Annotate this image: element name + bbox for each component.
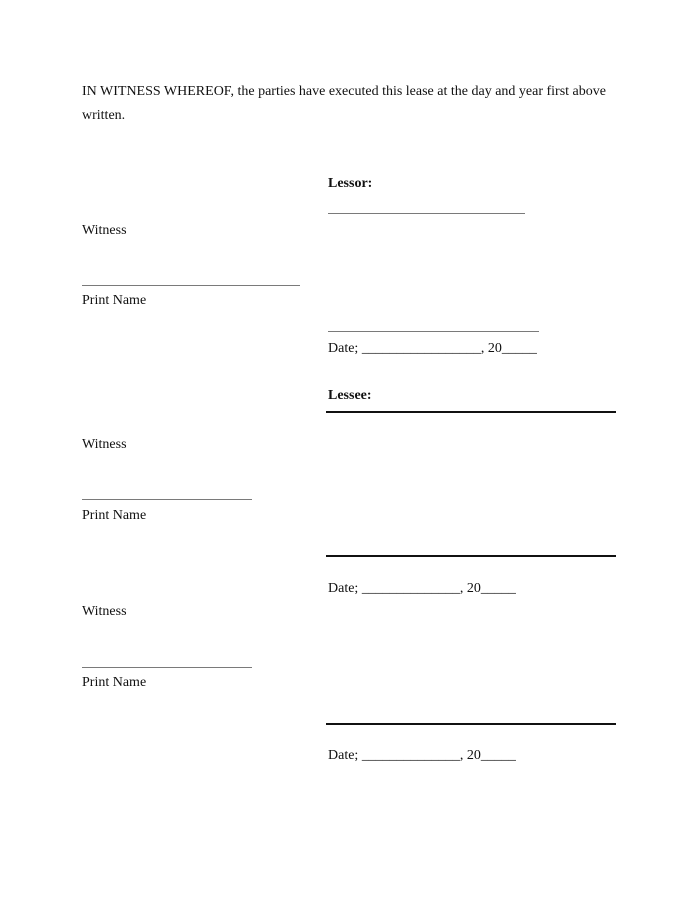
print-name-label-1: Print Name: [82, 293, 147, 308]
lessor-signature-line[interactable]: [328, 213, 525, 214]
intro-paragraph: IN WITNESS WHEREOF, the parties have executed this lease at the day and year first above written.: [82, 84, 606, 123]
witness-signature-line-1[interactable]: [82, 285, 300, 286]
lessee-label: Lessee:: [328, 388, 372, 403]
lessee-signature-line-3[interactable]: [326, 723, 616, 725]
witness-signature-line-2[interactable]: [82, 499, 252, 500]
lessee-signature-line-2[interactable]: [326, 555, 616, 557]
lessee-date-line-1: Date; ______________, 20_____: [328, 581, 516, 596]
witness-signature-line-3[interactable]: [82, 667, 252, 668]
lessor-name-line[interactable]: [328, 331, 539, 332]
print-name-label-3: Print Name: [82, 675, 147, 690]
witness-label-3: Witness: [82, 604, 127, 619]
witness-label-2: Witness: [82, 437, 127, 452]
lessor-label: Lessor:: [328, 176, 373, 191]
witness-label-1: Witness: [82, 223, 127, 238]
print-name-label-2: Print Name: [82, 508, 147, 523]
lessee-signature-line-1[interactable]: [326, 411, 616, 413]
lessor-date-line: Date; _________________, 20_____: [328, 341, 537, 356]
lessee-date-line-2: Date; ______________, 20_____: [328, 748, 516, 763]
